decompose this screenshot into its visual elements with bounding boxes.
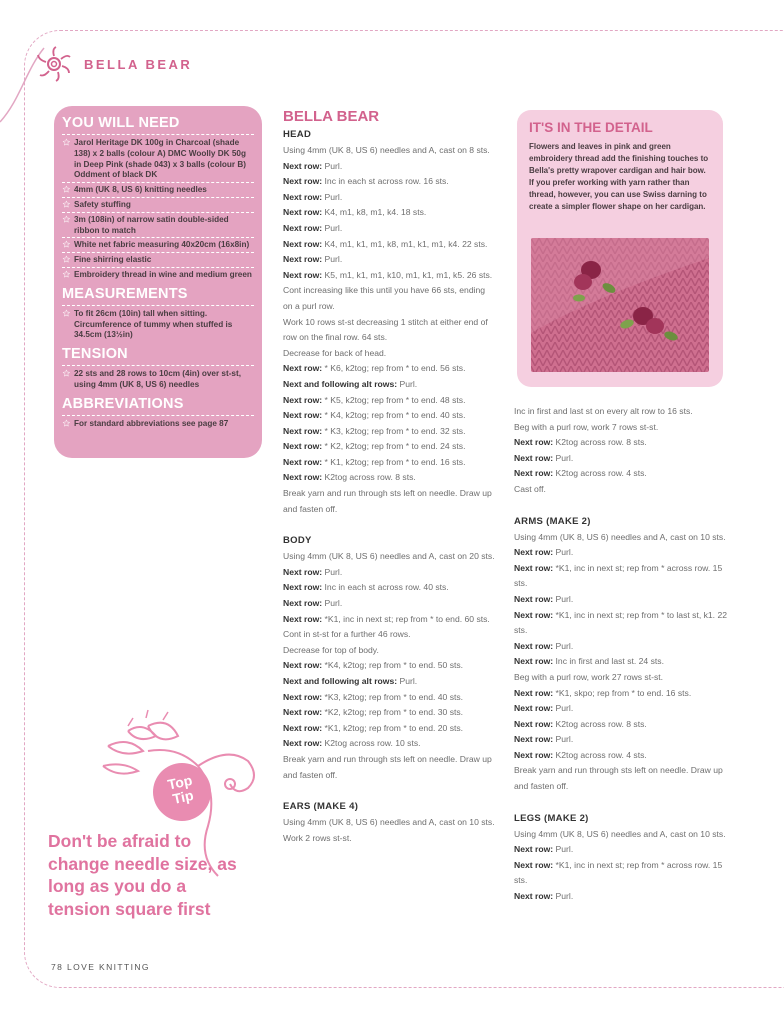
pattern-column-1 [283,108,495,846]
instruction-line: Next row: K2tog across row. 10 sts. [283,738,421,749]
list-item: ✩ For standard abbreviations see page 87 [63,418,229,428]
instruction-line: Cont increasing like this until you have 66 sts, ending on a purl row. [283,285,486,311]
page-footer: 78 LOVE KNITTING [51,962,150,972]
instruction-line: Beg with a purl row, work 27 rows st-st. [514,671,664,682]
ears-instructions [283,815,495,846]
instruction-line: Next row: *K1, inc in next st; rep from * to end. 60 sts. [283,613,490,624]
star-icon: ✩ [63,138,70,147]
instruction-line: Next row: *K1, skpo; rep from * to end. 16 sts. [514,687,692,698]
list-item: ✩ 4mm (UK 8, US 6) knitting needles [62,185,254,198]
instruction-line: Using 4mm (UK 8, US 6) needles and A, cast on 10 sts. [514,828,726,839]
list-item: ✩ Jarol Heritage DK 100g in Charcoal (shade 138) x 2 balls (colour A) DMC Woolly DK 50g in Deep Pink (shade 043) x 3 balls (colour B) Oddment of black DK [62,138,254,183]
instruction-line: Break yarn and run through sts left on needle. Draw up and fasten off. [283,488,492,514]
star-icon: ✩ [63,185,70,195]
instruction-line: Next row: Inc in each st across row. 40 sts. [283,582,449,593]
star-icon: ✩ [63,255,70,265]
instruction-line: Next row: Purl. [283,160,343,171]
star-icon: ✩ [63,369,70,379]
instruction-line: Next row: Purl. [514,703,574,714]
list-item: ✩ Embroidery thread in wine and medium green [63,269,252,279]
instruction-line: Using 4mm (UK 8, US 6) needles and A, cast on 8 sts. [283,145,490,155]
instruction-line: Work 10 rows st-st decreasing 1 stitch at either end of row on the final row. 64 sts. [283,316,488,343]
instruction-line: Work 2 rows st-st. [283,832,352,843]
body-heading: BODY [283,535,312,547]
head-instructions [283,143,495,517]
detail-box [517,110,723,387]
list-item: ✩ Fine shirring elastic [62,255,254,268]
instruction-line: Next row: K2tog across row. 8 sts. [514,718,647,729]
arms-heading: ARMS (MAKE 2) [514,515,591,527]
instruction-line: Next row: *K1, inc in next st; rep from * to last st, k1. 22 sts. [514,609,728,636]
instruction-line: Next row: Inc in first and last st. 24 sts. [514,656,664,667]
section-title: BELLA BEAR [84,56,193,72]
detail-text: Flowers and leaves in pink and green embroidery thread add the finishing touches to Bella's pretty wrapover cardigan and hair bow. If you prefer working with yarn rather than thread, however, you can use Swiss darning to create a simpler flower shape on her cardigan. [529,142,709,211]
instruction-line: Next row: K2tog across row. 4 sts. [514,468,647,479]
top-tip-badge: Top Tip [148,758,217,827]
body-instructions [283,549,495,783]
instruction-line: Next row: Purl. [283,191,343,202]
instruction-line: Using 4mm (UK 8, US 6) needles and A, cast on 20 sts. [283,551,495,562]
star-icon: ✩ [63,418,70,428]
top-tip-text: Don't be afraid to change needle size, as long as you do a tension square first [48,831,237,919]
arms-instructions [514,530,730,795]
instruction-line: Next row: *K1, inc in next st; rep from * across row. 15 sts. [514,859,723,886]
instruction-line: Next row: K2tog across row. 8 sts. [514,437,647,448]
star-icon: ✩ [63,240,70,250]
knitted-flower-photo [531,238,709,372]
instruction-line: Next row: K2tog across row. 4 sts. [514,749,647,760]
instruction-line: Cont in st-st for a further 46 rows. [283,629,411,640]
instruction-line: Break yarn and run through sts left on needle. Draw up and fasten off. [283,753,492,780]
you-will-need-heading: YOU WILL NEED [62,115,254,135]
instruction-line: Next row: *K1, k2tog; rep from * to end. 20 sts. [283,722,464,733]
instruction-line: Next row: * K5, k2tog; rep from * to end. 48 sts. [283,394,466,405]
list-item: ✩ Safety stuffing [62,200,254,213]
ears-heading: EARS (MAKE 4) [283,801,359,813]
instruction-line: Cast off. [514,483,546,494]
list-item: ✩ 22 sts and 28 rows to 10cm (4in) over st-st, using 4mm (UK 8, US 6) needles [63,369,241,389]
instruction-line: Next row: Purl. [283,566,343,577]
pattern-title: BELLA BEAR [283,108,380,125]
list-item: ✩ 3m (108in) of narrow satin double-sided ribbon to match [62,215,254,239]
instruction-line: Next and following alt rows: Purl. [283,676,418,686]
instruction-line: Next row: Purl. [514,844,574,855]
star-icon: ✩ [63,308,70,318]
instruction-line: Decrease for top of body. [283,644,379,655]
instruction-line: Next row: *K4, k2tog; rep from * to end. 50 sts. [283,660,464,671]
instruction-line: Next row: Purl. [514,891,574,902]
swirl-flower-icon [34,44,74,84]
instruction-line: Next row: Purl. [514,547,574,558]
materials-box [54,106,262,458]
measurements-heading: MEASUREMENTS [62,286,254,306]
star-icon: ✩ [63,269,70,279]
instruction-line: Next row: * K2, k2tog; rep from * to end. 24 sts. [283,441,466,452]
instruction-line: Next row: Purl. [514,452,574,463]
instruction-line: Next row: Purl. [514,593,574,604]
tension-heading: TENSION [62,346,254,366]
materials-list [62,138,254,282]
instruction-line: Next row: Purl. [514,640,574,651]
head-heading: HEAD [283,129,312,140]
instruction-line: Next row: Purl. [514,734,574,745]
instruction-line: Next row: *K2, k2tog; rep from * to end. 30 sts. [283,707,464,718]
instruction-line: Next row: K4, m1, k1, m1, k8, m1, k1, m1, k4. 22 sts. [283,238,488,249]
star-icon: ✩ [63,199,70,209]
instruction-line: Next row: Purl. [283,598,343,609]
instruction-line: Break yarn and run through sts left on needle. Draw up and fasten off. [514,765,723,792]
instruction-line: Next row: *K1, inc in next st; rep from * across row. 15 sts. [514,562,723,589]
instruction-line: Next row: * K1, k2tog; rep from * to end. 16 sts. [283,456,466,467]
legs-heading: LEGS (MAKE 2) [514,812,589,824]
abbreviations-heading: ABBREVIATIONS [62,396,254,416]
section-header [34,42,192,86]
instruction-line: Inc in first and last st on every alt row to 16 sts. [514,406,693,416]
instruction-line: Beg with a purl row, work 7 rows st-st. [514,421,659,432]
ears-instructions-continued [514,404,730,498]
list-item: ✩ To fit 26cm (10in) tall when sitting. Circumference of tummy when stuffed is 34.5cm (13½in) [63,308,233,340]
instruction-line: Next and following alt rows: Purl. [283,378,418,389]
instruction-line: Next row: K4, m1, k8, m1, k4. 18 sts. [283,207,427,218]
instruction-line: Next row: * K3, k2tog; rep from * to end. 32 sts. [283,425,466,436]
instruction-line: Next row: Purl. [283,254,343,265]
instruction-line: Next row: K5, m1, k1, m1, k10, m1, k1, m1, k5. 26 sts. [283,269,493,280]
instruction-line: Next row: Purl. [283,222,343,233]
detail-heading: IT'S IN THE DETAIL [529,120,653,135]
instruction-line: Using 4mm (UK 8, US 6) needles and A, cast on 10 sts. [283,817,495,828]
instruction-line: Using 4mm (UK 8, US 6) needles and A, cast on 10 sts. [514,531,726,542]
list-item: ✩ White net fabric measuring 40x20cm (16x8in) [62,240,254,253]
legs-instructions [514,827,730,905]
star-icon: ✩ [63,214,70,224]
pattern-column-2 [514,404,730,905]
instruction-line: Next row: *K3, k2tog; rep from * to end. 40 sts. [283,691,464,702]
instruction-line: Next row: * K6, k2tog; rep from * to end. 56 sts. [283,363,466,374]
instruction-line: Next row: K2tog across row. 8 sts. [283,472,416,483]
instruction-line: Next row: * K4, k2tog; rep from * to end. 40 sts. [283,410,466,421]
instruction-line: Decrease for back of head. [283,347,387,358]
instruction-line: Next row: Inc in each st across row. 16 sts. [283,176,449,187]
